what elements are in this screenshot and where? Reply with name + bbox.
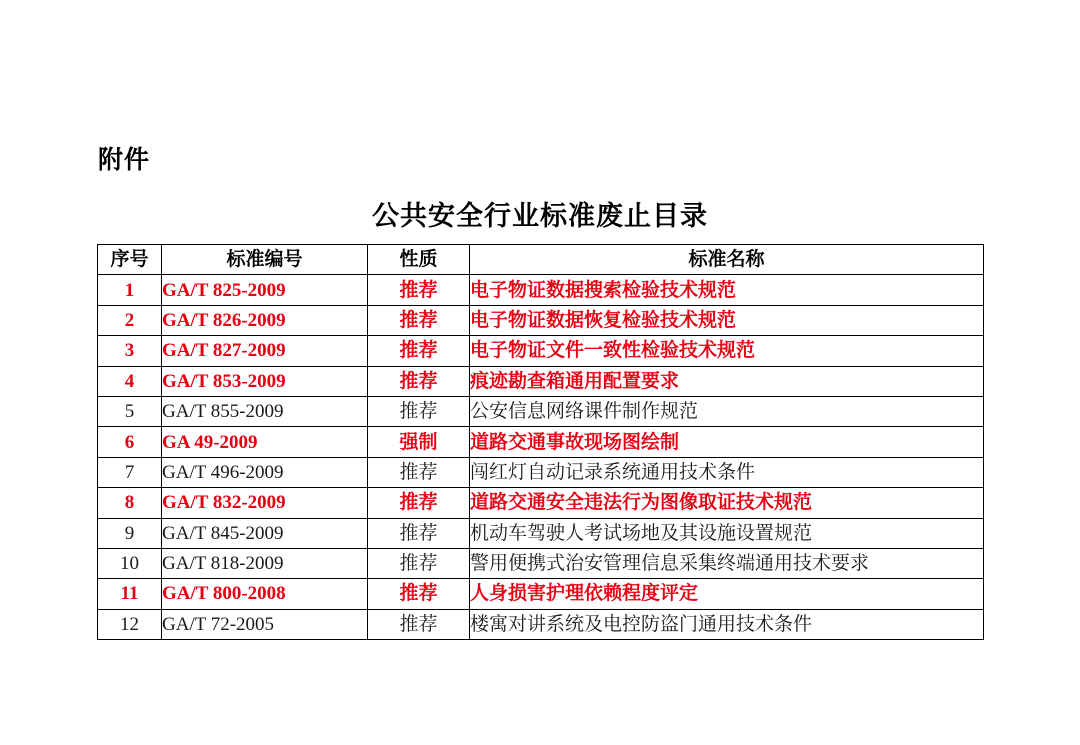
standard-name-cell: 电子物证文件一致性检验技术规范 (470, 336, 984, 366)
nature-cell: 推荐 (368, 336, 470, 366)
standard-code-cell: GA/T 845-2009 (162, 518, 368, 548)
serial-number-cell: 6 (98, 427, 162, 457)
standard-code-cell: GA/T 825-2009 (162, 275, 368, 305)
nature-cell: 推荐 (368, 305, 470, 335)
serial-number-cell: 1 (98, 275, 162, 305)
table-row (98, 275, 984, 305)
serial-number-cell: 2 (98, 305, 162, 335)
table-row (98, 366, 984, 396)
nature-cell: 推荐 (368, 457, 470, 487)
standard-code-cell: GA/T 827-2009 (162, 336, 368, 366)
table-row (98, 396, 984, 426)
nature-cell: 推荐 (368, 548, 470, 578)
standard-name-cell: 机动车驾驶人考试场地及其设施设置规范 (470, 518, 984, 548)
standard-code-cell: GA/T 818-2009 (162, 548, 368, 578)
document-title: 公共安全行业标准废止目录 (372, 201, 708, 232)
nature-cell: 推荐 (368, 579, 470, 609)
header-standard-name: 标准名称 (470, 245, 984, 275)
standards-table (97, 244, 984, 640)
table-row (98, 336, 984, 366)
header-standard-code: 标准编号 (162, 245, 368, 275)
table-row (98, 305, 984, 335)
standard-code-cell: GA/T 853-2009 (162, 366, 368, 396)
serial-number-cell: 5 (98, 396, 162, 426)
nature-cell: 推荐 (368, 518, 470, 548)
serial-number-cell: 4 (98, 366, 162, 396)
standard-code-cell: GA/T 855-2009 (162, 396, 368, 426)
serial-number-cell: 3 (98, 336, 162, 366)
serial-number-cell: 12 (98, 609, 162, 639)
serial-number-cell: 7 (98, 457, 162, 487)
serial-number-cell: 10 (98, 548, 162, 578)
table-row (98, 579, 984, 609)
standard-code-cell: GA/T 826-2009 (162, 305, 368, 335)
table-row (98, 548, 984, 578)
attachment-label: 附件 (98, 145, 151, 174)
standard-code-cell: GA/T 496-2009 (162, 457, 368, 487)
table-row (98, 488, 984, 518)
standard-name-cell: 警用便携式治安管理信息采集终端通用技术要求 (470, 548, 984, 578)
nature-cell: 推荐 (368, 396, 470, 426)
standard-code-cell: GA/T 800-2008 (162, 579, 368, 609)
nature-cell: 推荐 (368, 488, 470, 518)
serial-number-cell: 11 (98, 579, 162, 609)
nature-cell: 强制 (368, 427, 470, 457)
standard-name-cell: 道路交通安全违法行为图像取证技术规范 (470, 488, 984, 518)
standard-name-cell: 道路交通事故现场图绘制 (470, 427, 984, 457)
table-row (98, 457, 984, 487)
nature-cell: 推荐 (368, 609, 470, 639)
standard-name-cell: 痕迹勘查箱通用配置要求 (470, 366, 984, 396)
header-nature: 性质 (368, 245, 470, 275)
standard-name-cell: 人身损害护理依赖程度评定 (470, 579, 984, 609)
standard-code-cell: GA 49-2009 (162, 427, 368, 457)
nature-cell: 推荐 (368, 275, 470, 305)
table-header-row (98, 245, 984, 275)
standard-name-cell: 公安信息网络课件制作规范 (470, 396, 984, 426)
standard-name-cell: 电子物证数据恢复检验技术规范 (470, 305, 984, 335)
standard-name-cell: 闯红灯自动记录系统通用技术条件 (470, 457, 984, 487)
table-row (98, 609, 984, 639)
standard-name-cell: 电子物证数据搜索检验技术规范 (470, 275, 984, 305)
table-row (98, 427, 984, 457)
standard-name-cell: 楼寓对讲系统及电控防盗门通用技术条件 (470, 609, 984, 639)
standard-code-cell: GA/T 72-2005 (162, 609, 368, 639)
table-row (98, 518, 984, 548)
standard-code-cell: GA/T 832-2009 (162, 488, 368, 518)
serial-number-cell: 8 (98, 488, 162, 518)
table-body (98, 275, 984, 640)
nature-cell: 推荐 (368, 366, 470, 396)
header-serial-number: 序号 (98, 245, 162, 275)
serial-number-cell: 9 (98, 518, 162, 548)
